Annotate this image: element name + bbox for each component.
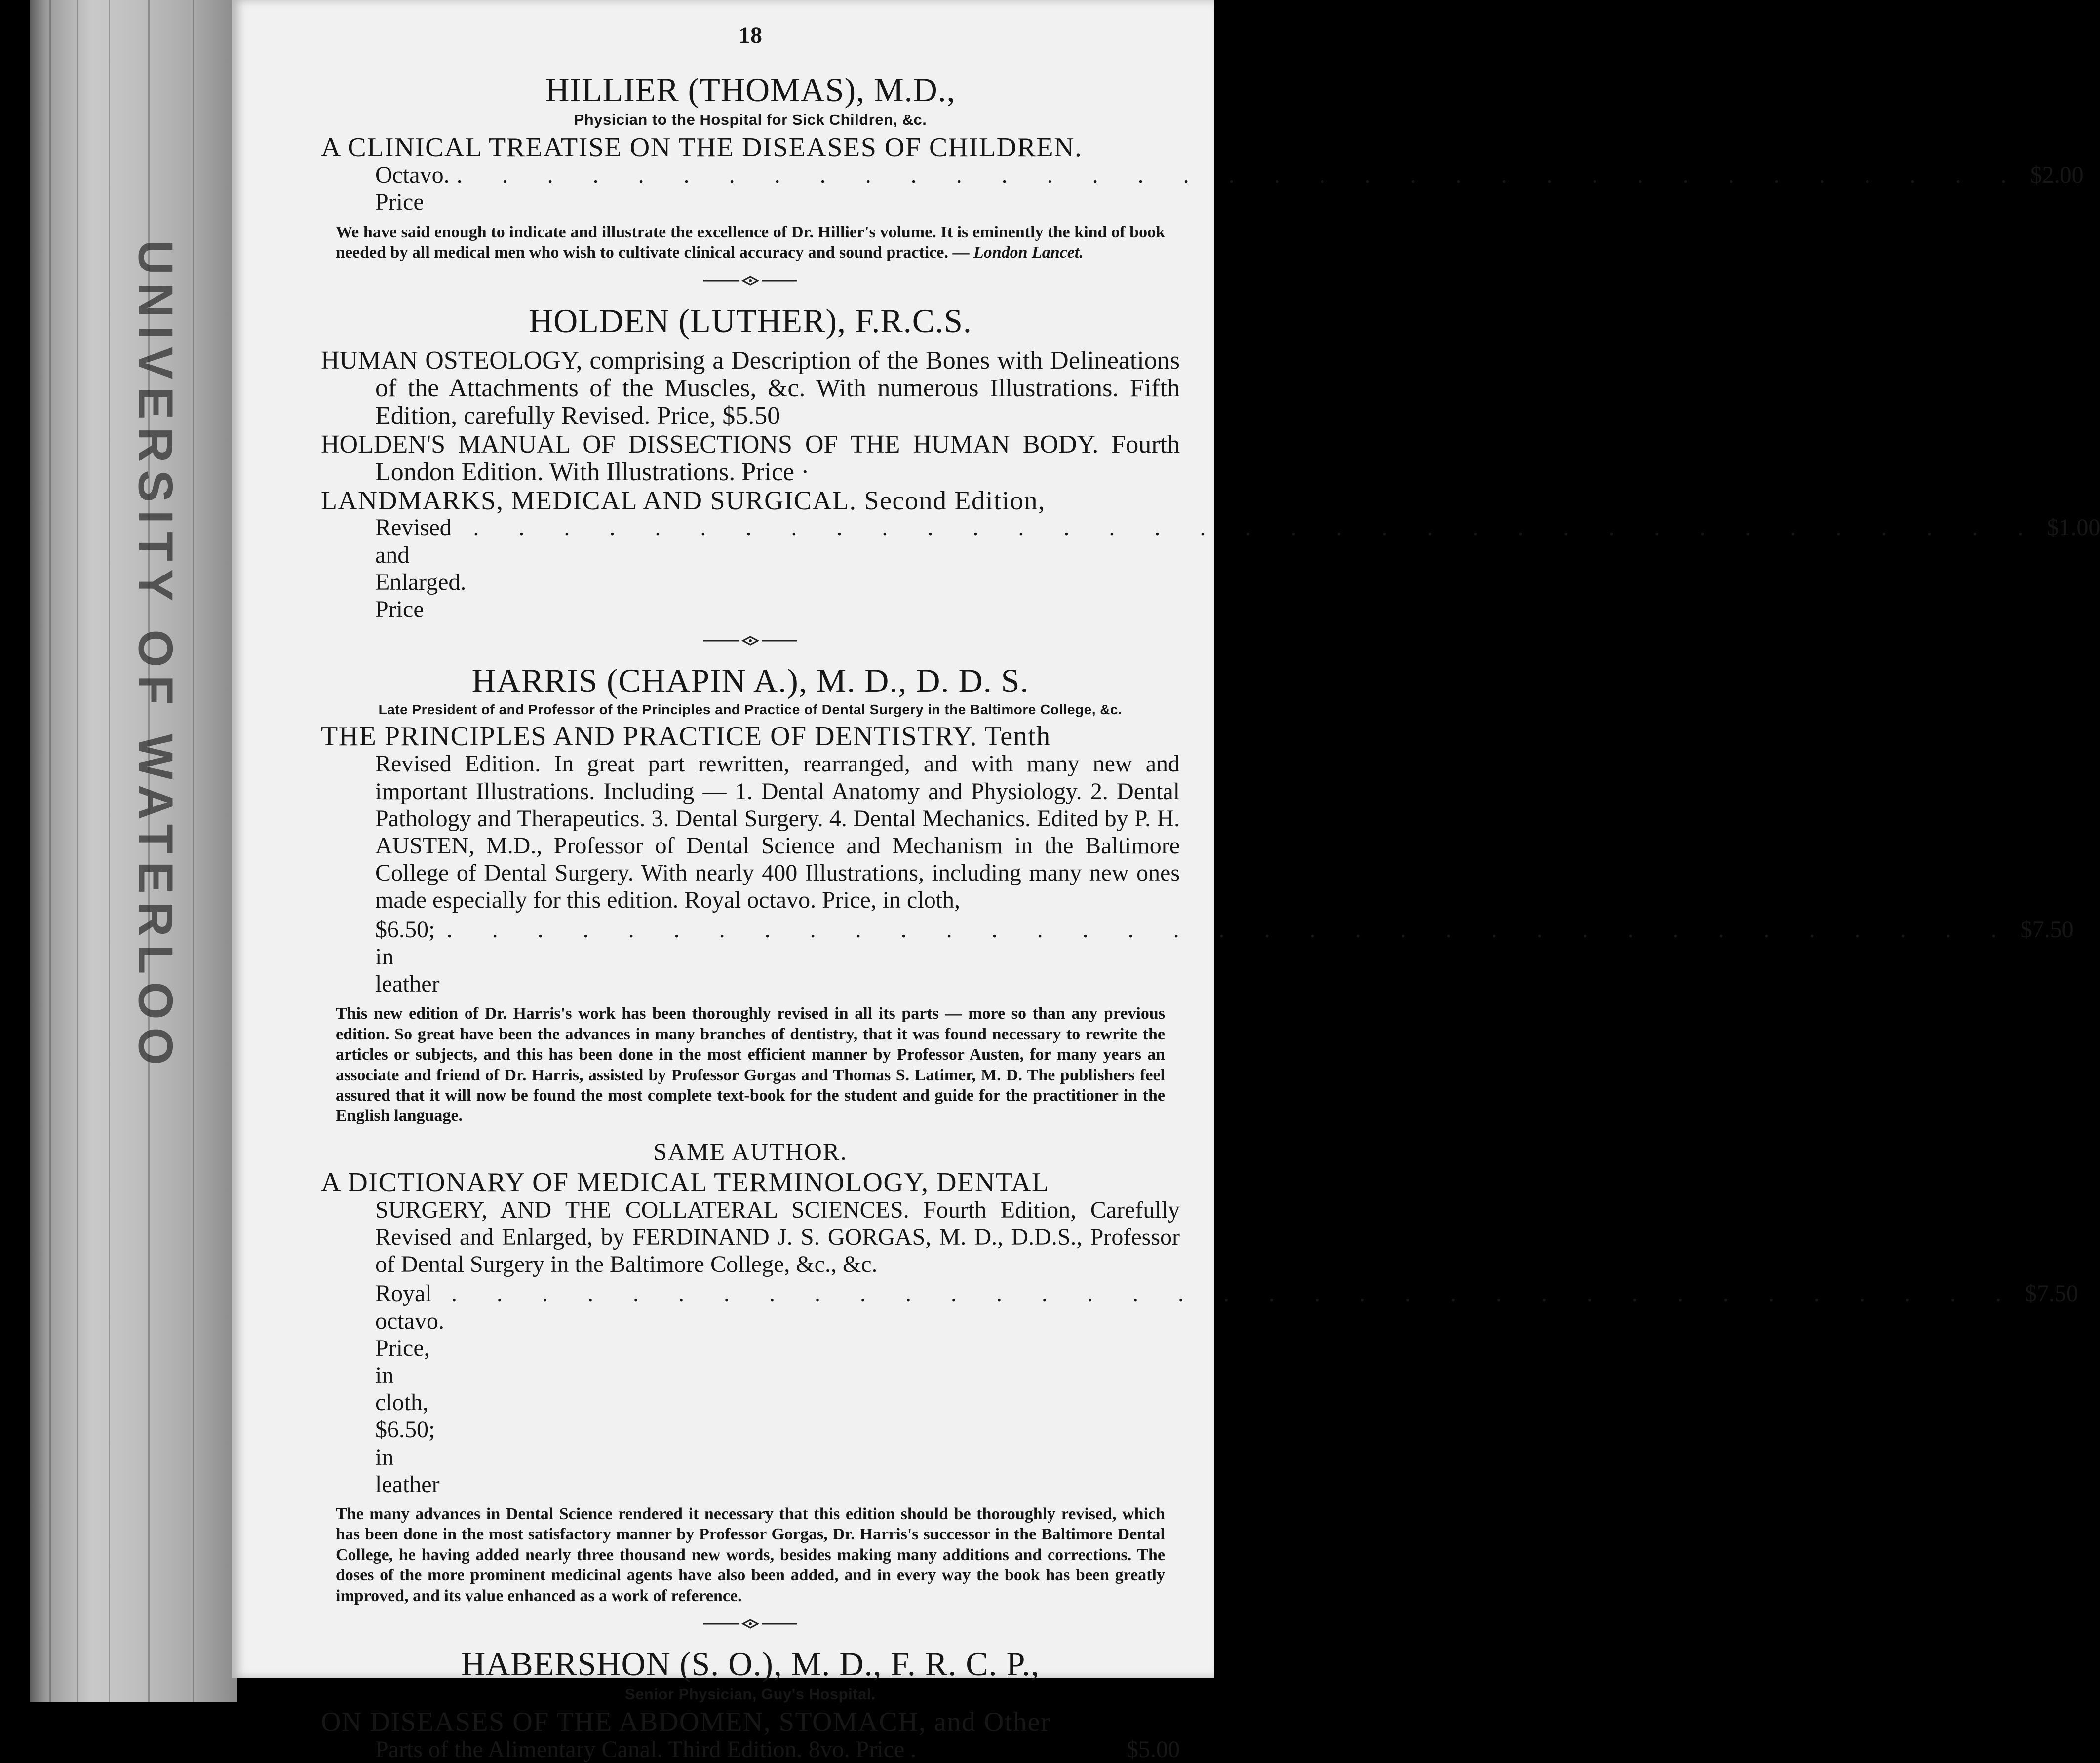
same-author-heading: SAME AUTHOR.: [653, 1137, 848, 1165]
price-line: [375, 1736, 1180, 1763]
page: [232, 0, 2100, 1763]
catalog-section-harris: [321, 661, 2078, 1606]
ornament-divider: [321, 275, 1180, 287]
page-content: [321, 15, 2100, 1763]
price: $5.00: [1127, 1736, 1180, 1763]
review-source: London Lancet.: [973, 243, 1084, 262]
price-line: [375, 514, 2100, 623]
author-affiliation: Senior Physician, Guy's Hospital.: [625, 1685, 876, 1703]
leader-dots: . . . . . . . . . . . . . . . . . . . . . . . . . . . . . . . . . . .: [473, 514, 2040, 541]
book-title: LANDMARKS, MEDICAL AND SURGICAL. Second Edition,: [321, 486, 1046, 516]
price-line: [375, 161, 2084, 216]
leader-dots: [923, 1736, 1120, 1763]
book-title: A DICTIONARY OF MEDICAL TERMINOLOGY, DENTAL: [321, 1167, 1050, 1198]
catalog-section-habershon: [321, 1645, 1180, 1763]
library-stamp: UNIVERSITY OF WATERLOO: [128, 240, 183, 1073]
author-heading: HABERSHON (S. O.), M. D., F. R. C. P.,: [461, 1645, 1040, 1683]
price-line: [375, 1280, 2078, 1498]
price-label: Revised and Enlarged. Price: [375, 514, 467, 623]
price-label: Parts of the Alimentary Canal. Third Edition. 8vo. Price .: [375, 1736, 917, 1763]
ornament-divider: [321, 635, 1180, 647]
author-affiliation: Late President of and Professor of the Principles and Practice of Dental Surgery in the Baltimore College, &c.: [378, 702, 1123, 718]
book-fore-edge: [30, 0, 237, 1702]
price-label: $6.50; in leather: [375, 916, 440, 997]
price: $2.00: [2030, 162, 2084, 189]
book-entry: HOLDEN'S MANUAL OF DISSECTIONS OF THE HUMAN BODY. Fourth London Edition. With Illustrations. Price ·: [321, 430, 1180, 487]
review-text: This new edition of Dr. Harris's work has been thoroughly revised in all its parts — more so than any previous edition. So great have been the advances in many branches of dentistry, that it was found necessary to rewrite the articles or subjects, and this has been done in the most efficient manner by Professor Austen, for many years an associate and friend of Dr. Harris, assisted by Professor Gorgas and Thomas S. Latimer, M. D. The publishers feel assured that it will now be found the most complete text-book for the student and guide for the practitioner in the English language.: [336, 1004, 1165, 1125]
review-quote: [336, 222, 1165, 263]
catalog-section-holden: [321, 302, 2100, 623]
leader-dots: . . . . . . . . . . . . . . . . . . . . . . . . . . . . . . . . . . .: [446, 916, 2014, 943]
book-title: A CLINICAL TREATISE ON THE DISEASES OF CHILDREN.: [321, 132, 1083, 163]
author-heading: HOLDEN (LUTHER), F.R.C.S.: [529, 302, 972, 340]
price: $1.00: [2047, 514, 2100, 541]
price: $7.50: [2020, 916, 2074, 943]
review-text: The many advances in Dental Science rendered it necessary that this edition should be thoroughly revised, which has been done in the most satisfactory manner by Professor Gorgas, Dr. Harris's successor in the Baltimore Dental College, he having added nearly three thousand new words, besides making many additions and corrections. The doses of the more prominent medicinal agents have also been added, and in every way the book has been greatly improved, and its value enhanced as a work of reference.: [336, 1504, 1165, 1605]
book-title: THE PRINCIPLES AND PRACTICE OF DENTISTRY. Tenth: [321, 721, 1051, 752]
ornament-divider: [321, 1618, 1180, 1630]
leader-dots: . . . . . . . . . . . . . . . . . . . . . . . . . . . . . . . . . . .: [451, 1280, 2018, 1307]
price-label: Royal octavo. Price, in cloth, $6.50; in leather: [375, 1280, 444, 1497]
book-description: SURGERY, AND THE COLLATERAL SCIENCES. Fourth Edition, Carefully Revised and Enlarged, by FERDINAND J. S. GORGAS, M. D., D.D.S., Professor of Dental Surgery in the Baltimore College, &c., &c.: [375, 1196, 1180, 1278]
review-text: We have said enough to indicate and illustrate the excellence of Dr. Hillier's volume. It is eminently the kind of book needed by all medical men who wish to cultivate clinical accuracy and sound practice. —: [336, 223, 1165, 262]
page-number: 18: [739, 22, 762, 48]
leader-dots: . . . . . . . . . . . . . . . . . . . . . . . . . . . . . . . . . . .: [456, 162, 2023, 189]
price: $7.50: [2024, 1280, 2078, 1307]
book-title: ON DISEASES OF THE ABDOMEN, STOMACH, and Other: [321, 1706, 1050, 1737]
catalog-section-hillier: [321, 71, 2084, 263]
price-label: Octavo. Price: [375, 162, 450, 216]
book-description: Revised Edition. In great part rewritten, rearranged, and with many new and important Illustrations. Including — 1. Dental Anatomy and Physiology. 2. Dental Pathology and Therapeutics. 3. Dental Surgery. 4. Dental Mechanics. Edited by P. H. AUSTEN, M.D., Professor of Dental Science and Mechanism in the Baltimore College of Dental Surgery. With nearly 400 Illustrations, including many new ones made especially for this edition. Royal octavo. Price, in cloth,: [375, 751, 1180, 914]
book-entry: HUMAN OSTEOLOGY, comprising a Description of the Bones with Delineations of the Attachments of the Muscles, &c. With numerous Illustrations. Fifth Edition, carefully Revised. Price, $5.50: [321, 346, 1180, 430]
price-line: [375, 916, 2074, 998]
author-affiliation: Physician to the Hospital for Sick Children, &c.: [574, 111, 927, 129]
author-heading: HARRIS (CHAPIN A.), M. D., D. D. S.: [471, 662, 1029, 700]
author-heading: HILLIER (THOMAS), M.D.,: [545, 71, 956, 109]
